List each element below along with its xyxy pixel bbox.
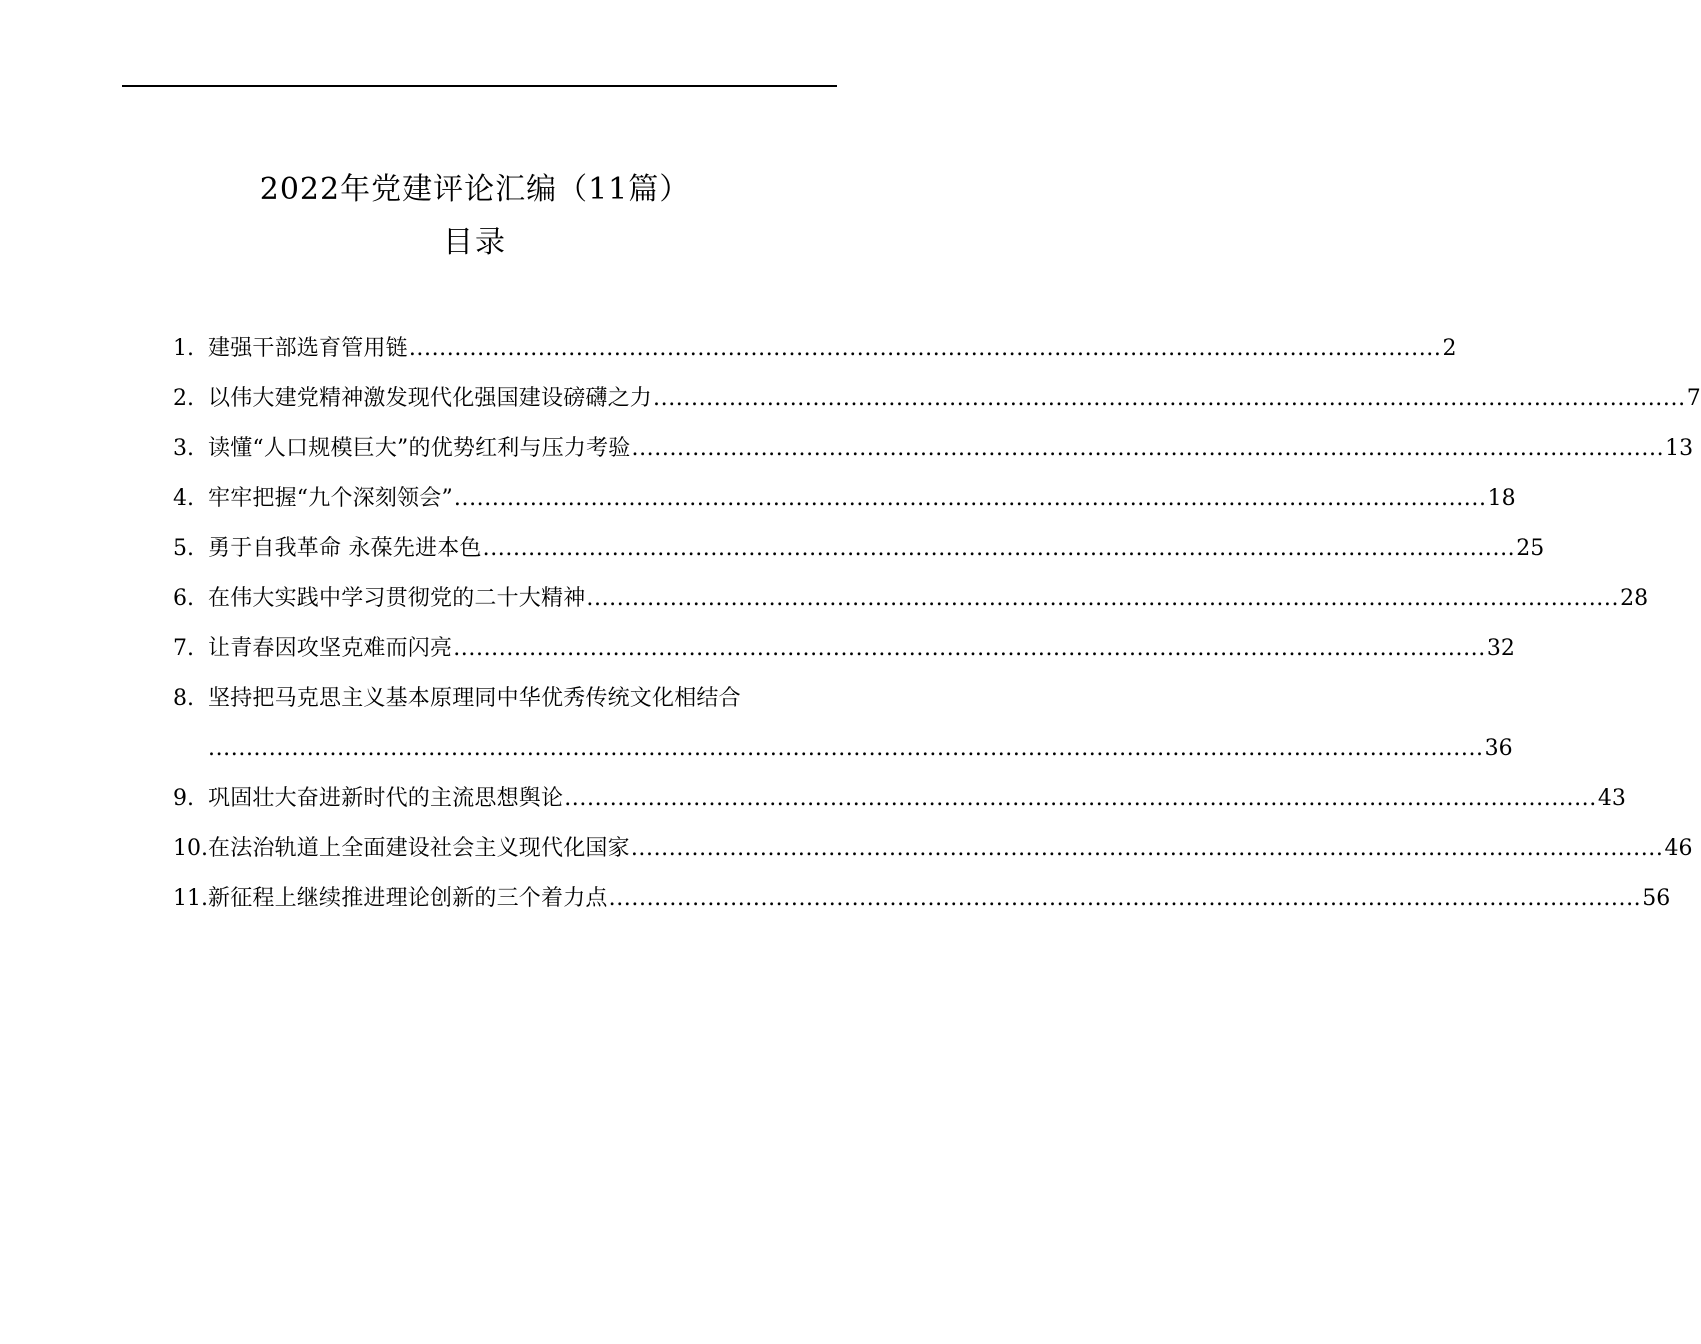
header-rule	[122, 85, 837, 87]
toc-entry-number: 1.	[173, 336, 194, 361]
toc-entry-number: 9.	[173, 786, 194, 811]
toc-entry-page: 43	[1597, 786, 1626, 811]
toc-entry-number: 2.	[173, 386, 194, 411]
toc-dot-leader: ........................................................................................................................................................................	[208, 736, 1484, 761]
toc-entry-4[interactable]	[173, 483, 1516, 533]
toc-entry-page: 2	[1442, 336, 1457, 361]
toc-entry-page: 28	[1620, 586, 1649, 611]
toc-entry-title[interactable]: 坚持把马克思主义基本原理同中华优秀传统文化相结合	[208, 686, 741, 711]
toc-dot-leader: ........................................................................................................................................	[453, 486, 1487, 511]
toc-entry-page: 25	[1516, 536, 1545, 561]
toc-entry-title[interactable]: 读懂“人口规模巨大”的优势红利与压力考验	[208, 436, 631, 461]
toc-entry-2[interactable]	[173, 383, 1701, 433]
toc-entry-8[interactable]	[173, 683, 1513, 783]
toc-entry-title[interactable]: 建强干部选育管用链	[208, 336, 408, 361]
toc-entry-number: 11.	[173, 886, 208, 911]
toc-dot-leader: ........................................................................................................................................	[653, 386, 1686, 411]
toc-dot-leader: ........................................................................................................................................	[482, 536, 1516, 561]
toc-entry-page: 56	[1642, 886, 1671, 911]
toc-entry-3[interactable]	[173, 433, 1694, 483]
toc-entry-title[interactable]: 在法治轨道上全面建设社会主义现代化国家	[208, 836, 630, 861]
toc-entry-page: 36	[1484, 736, 1513, 761]
toc-dot-leader: ........................................................................................................................................	[564, 786, 1597, 811]
toc-entry-title[interactable]: 新征程上继续推进理论创新的三个着力点	[208, 886, 608, 911]
toc-entry-9[interactable]	[173, 783, 1626, 833]
title-block	[0, 172, 950, 261]
toc-entry-number: 7.	[173, 636, 194, 661]
toc-entry-page: 18	[1487, 486, 1516, 511]
toc-entry-number: 4.	[173, 486, 194, 511]
toc-dot-leader: ........................................................................................................................................	[630, 836, 1664, 861]
toc-dot-leader: ........................................................................................................................................	[586, 586, 1620, 611]
toc-entry-11[interactable]	[173, 883, 1671, 933]
toc-dot-leader: ........................................................................................................................................	[408, 336, 1442, 361]
toc-entry-number: 10.	[173, 836, 208, 861]
toc-entry-title[interactable]: 巩固壮大奋进新时代的主流思想舆论	[208, 786, 564, 811]
toc-entry-number: 6.	[173, 586, 194, 611]
toc-entry-page: 32	[1486, 636, 1515, 661]
toc-entry-title[interactable]: 在伟大实践中学习贯彻党的二十大精神	[208, 586, 586, 611]
table-of-contents	[173, 333, 1701, 933]
toc-entry-page: 13	[1665, 436, 1694, 461]
toc-entry-10[interactable]	[173, 833, 1693, 883]
toc-entry-number: 5.	[173, 536, 194, 561]
toc-dot-leader: ........................................................................................................................................	[631, 436, 1665, 461]
toc-entry-1[interactable]	[173, 333, 1457, 383]
toc-entry-7[interactable]	[173, 633, 1515, 683]
toc-entry-title[interactable]: 牢牢把握“九个深刻领会”	[208, 486, 453, 511]
toc-entry-6[interactable]	[173, 583, 1649, 633]
toc-entry-title[interactable]: 勇于自我革命 永葆先进本色	[208, 536, 482, 561]
toc-entry-title[interactable]: 以伟大建党精神激发现代化强国建设磅礴之力	[208, 386, 653, 411]
toc-heading: 目录	[443, 225, 507, 260]
document-title: 2022年党建评论汇编（11篇）	[259, 172, 691, 207]
toc-entry-title[interactable]: 让青春因攻坚克难而闪亮	[208, 636, 453, 661]
toc-entry-page: 7	[1686, 386, 1701, 411]
toc-entry-number: 3.	[173, 436, 194, 461]
toc-dot-leader: ........................................................................................................................................	[453, 636, 1486, 661]
toc-dot-leader: ........................................................................................................................................	[608, 886, 1642, 911]
toc-entry-number: 8.	[173, 686, 194, 711]
toc-entry-5[interactable]	[173, 533, 1545, 583]
toc-entry-page: 46	[1664, 836, 1693, 861]
